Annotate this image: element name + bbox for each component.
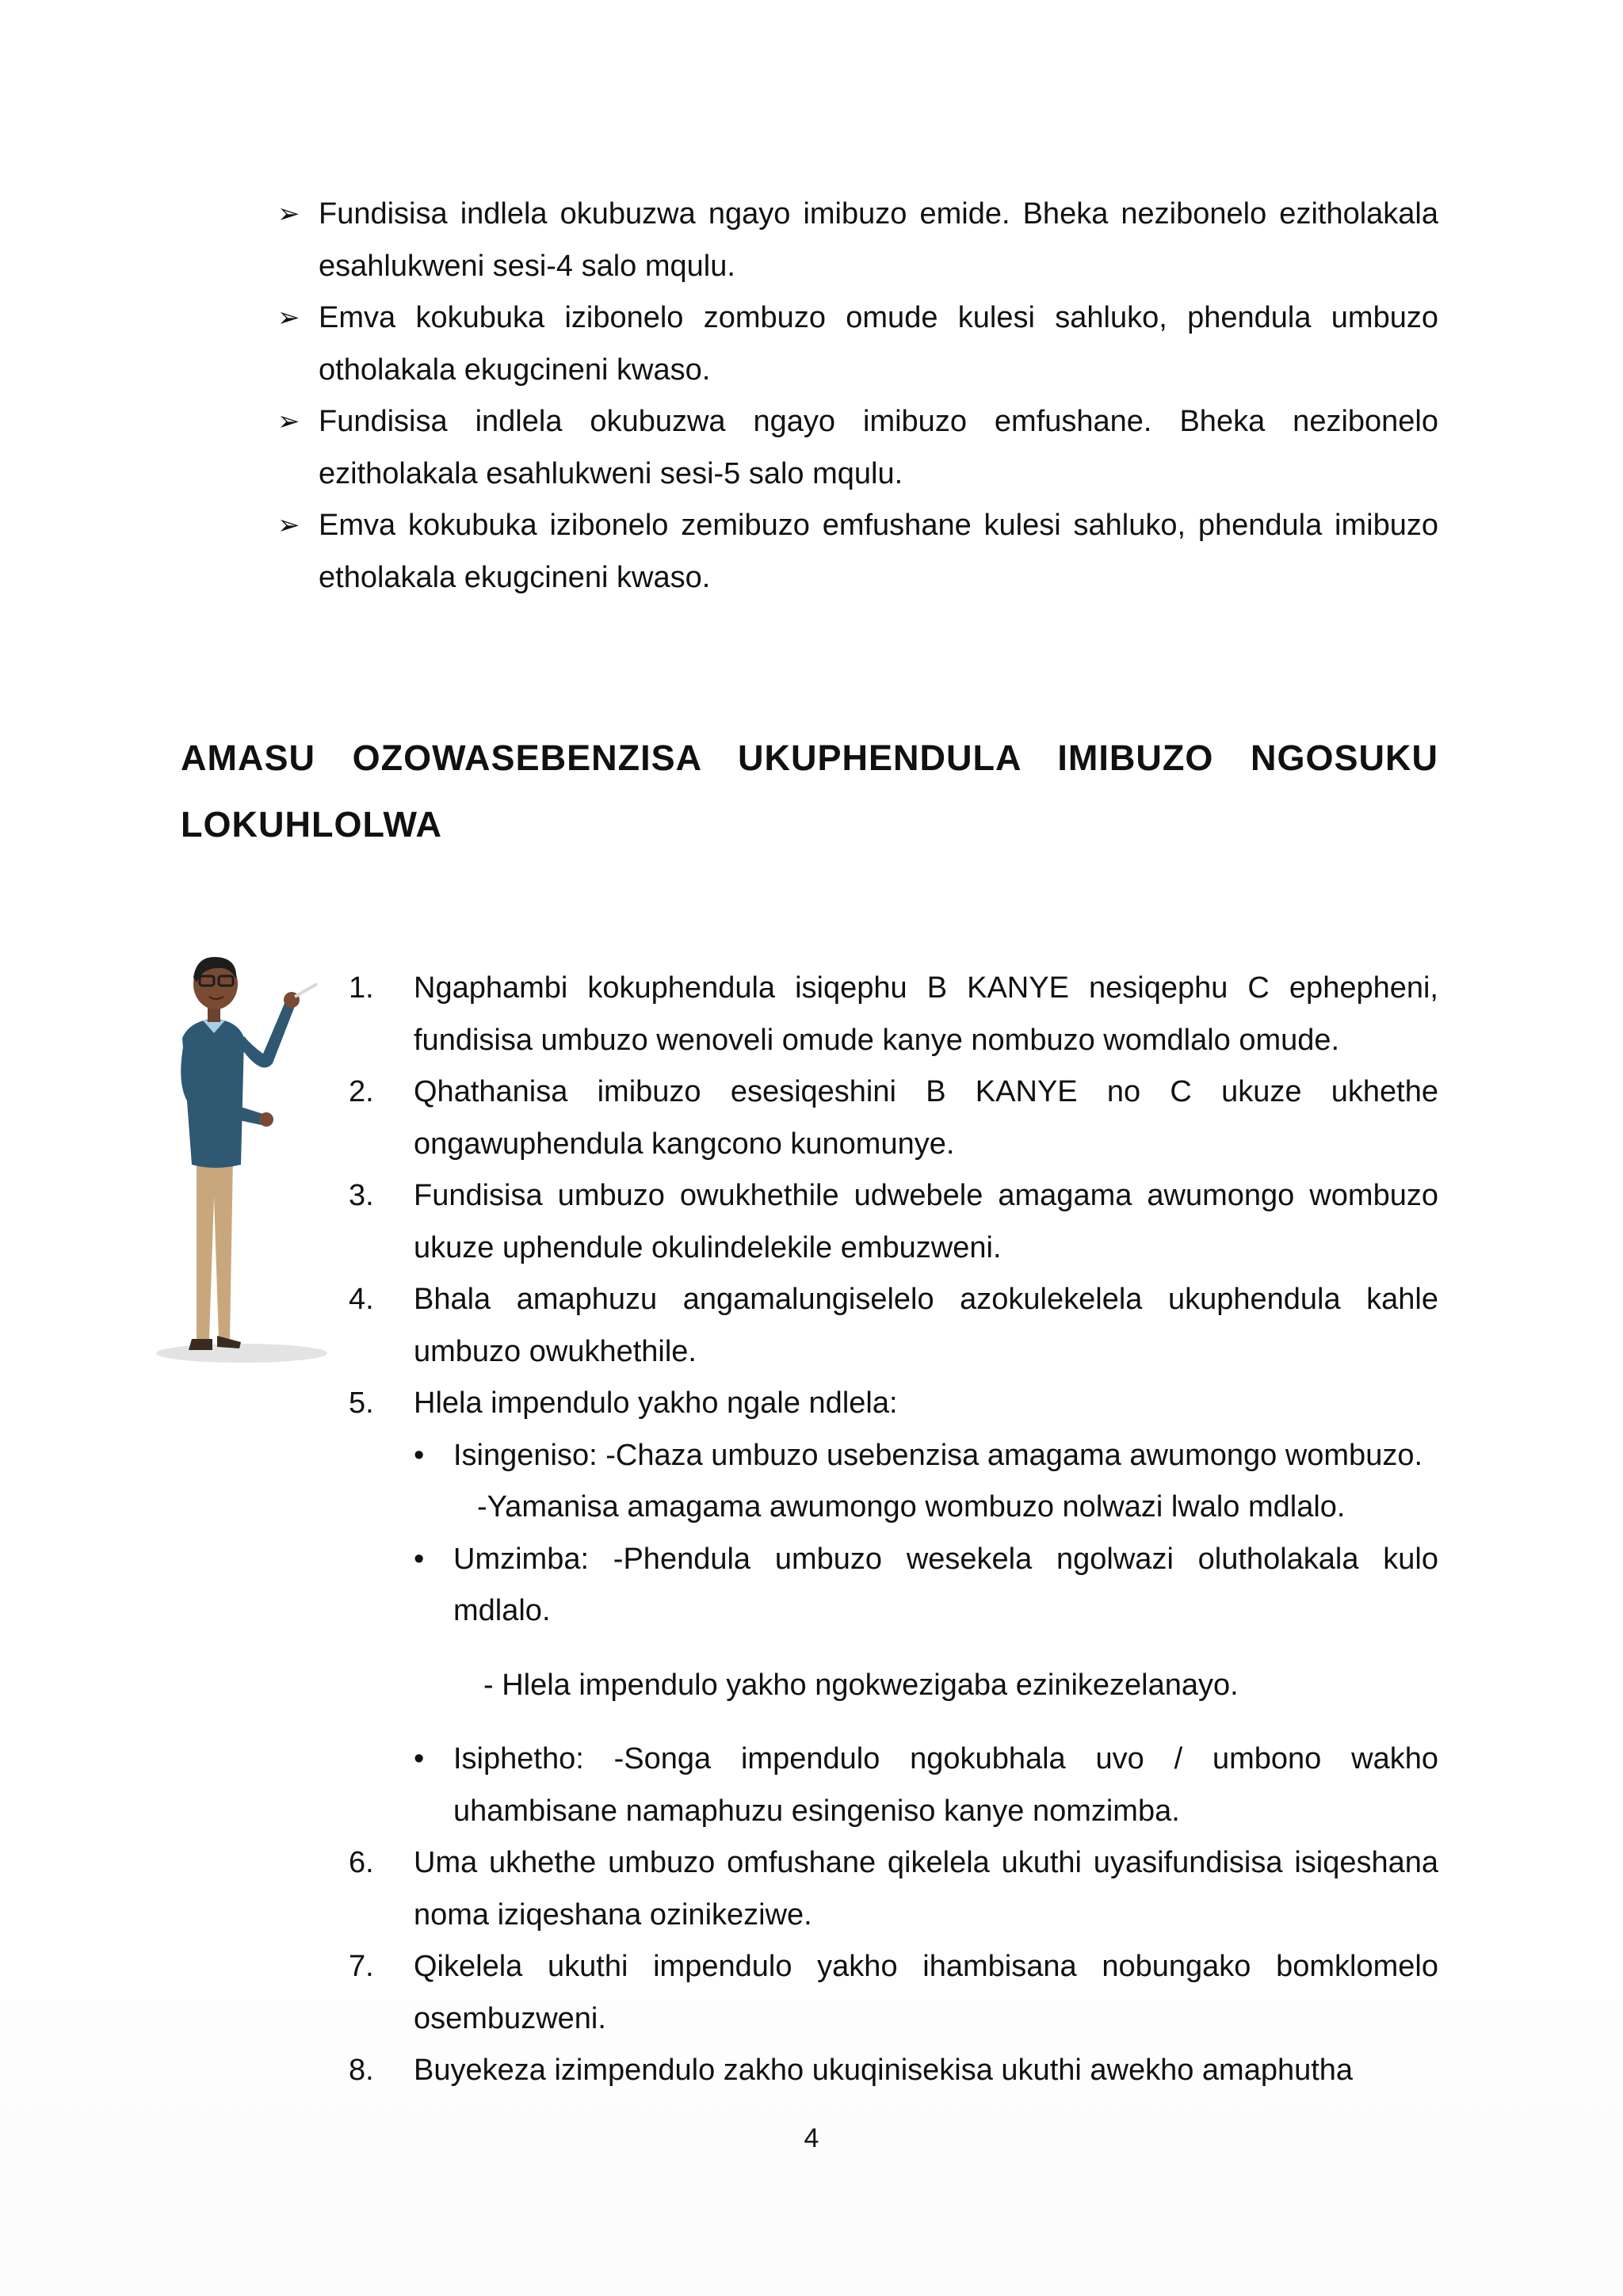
list-item: 1. Ngaphambi kokuphendula isiqephu B KANYE nesiqephu C ephepheni, fundisisa umbuzo wenoveli omude kanye nombuzo womdlalo omude. — [349, 971, 1438, 1057]
bullet-dot-icon: • — [414, 1438, 425, 1472]
section-heading: AMASU OZOWASEBENZISA UKUPHENDULA IMIBUZO NGOSUKU LOKUHLOLWA — [181, 738, 1438, 845]
list-item: ➢ Fundisisa indlela okubuzwa ngayo imibuzo emide. Bheka nezibonelo ezitholakala esahlukweni sesi-4 salo mqulu. — [277, 189, 1438, 292]
list-item: • Umzimba: -Phendula umbuzo wesekela ngolwazi olutholakala kulo mdlalo. - Hlela impendulo yakho ngokwezigaba ezinikezelanayo. — [414, 1534, 1438, 1712]
bullet-dot-icon: • — [414, 1542, 425, 1576]
bullet-dot-icon: • — [414, 1742, 425, 1775]
body-continuation: - Hlela impendulo yakho ngokwezigaba ezinikezelanayo. — [483, 1668, 1239, 1702]
arrow-bullet-icon: ➢ — [277, 303, 300, 333]
list-item: • Isiphetho: -Songa impendulo ngokubhala uvo / umbono wakho uhambisane namaphuzu esingeniso kanye nomzimba. — [414, 1733, 1438, 1837]
list-item: 8. Buyekeza izimpendulo zakho ukuqinisekisa ukuthi awekho amaphutha — [349, 2054, 1354, 2087]
list-item: 5. Hlela impendulo yakho ngale ndlela: • Isingeniso: -Chaza umbuzo usebenzisa amagama awumongo wombuzo. -Yamanisa amagama awumongo wombuzo nolwazi lwalo mdlalo. • Umzimba: -Phendula umbuzo wesekela ngolwazi olutholakala kulo mdlalo. - Hlela impendulo yakho ngokwezigaba ezinikezelanayo. • Isiphetho: -Songa impendulo ngokubhala uvo / umbono wakho uhambisane namaphuzu esingeniso kanye nomzimba. — [349, 1378, 1438, 1837]
list-item: 7. Qikelela ukuthi impendulo yakho ihambisana nobungako bomklomelo osembuzweni. — [349, 1950, 1438, 2035]
list-item: 3. Fundisisa umbuzo owukhethile udwebele amagama awumongo wombuzo ukuze uphendule okulindelekile embuzweni. — [349, 1179, 1438, 1264]
list-item: 4. Bhala amaphuzu angamalungiselelo azokulekelela ukuphendula kahle umbuzo owukhethile. — [349, 1283, 1438, 1368]
list-item: ➢ Emva kokubuka izibonelo zombuzo omude kulesi sahluko, phendula umbuzo otholakala ekugcineni kwaso. — [277, 292, 1438, 396]
arrow-bullet-icon: ➢ — [277, 510, 300, 540]
teacher-illustration — [151, 927, 341, 1371]
arrow-bullet-icon: ➢ — [277, 406, 300, 437]
strategy-steps-list — [349, 963, 1438, 2097]
list-item: 6. Uma ukhethe umbuzo omfushane qikelela ukuthi uyasifundisisa isiqeshana noma iziqeshana ozinikeziwe. — [349, 1846, 1438, 1932]
page-number: 4 — [804, 2123, 819, 2153]
list-item: 2. Qhathanisa imibuzo esesiqeshini B KANYE no C ukuze ukhethe ongawuphendula kangcono kunomunye. — [349, 1075, 1438, 1161]
list-item: ➢ Emva kokubuka izibonelo zemibuzo emfushane kulesi sahluko, phendula imibuzo etholakala ekugcineni kwaso. — [277, 500, 1438, 604]
intro-bullet-list — [277, 189, 1438, 604]
intro-continuation: -Yamanisa amagama awumongo wombuzo nolwazi lwalo mdlalo. — [477, 1490, 1346, 1524]
arrow-bullet-icon: ➢ — [277, 199, 300, 229]
list-item: ➢ Fundisisa indlela okubuzwa ngayo imibuzo emfushane. Bheka nezibonelo ezitholakala esahlukweni sesi-5 salo mqulu. — [277, 396, 1438, 500]
list-item: • Isingeniso: -Chaza umbuzo usebenzisa amagama awumongo wombuzo. -Yamanisa amagama awumongo wombuzo nolwazi lwalo mdlalo. — [414, 1430, 1438, 1534]
answer-structure-list — [414, 1430, 1438, 1838]
